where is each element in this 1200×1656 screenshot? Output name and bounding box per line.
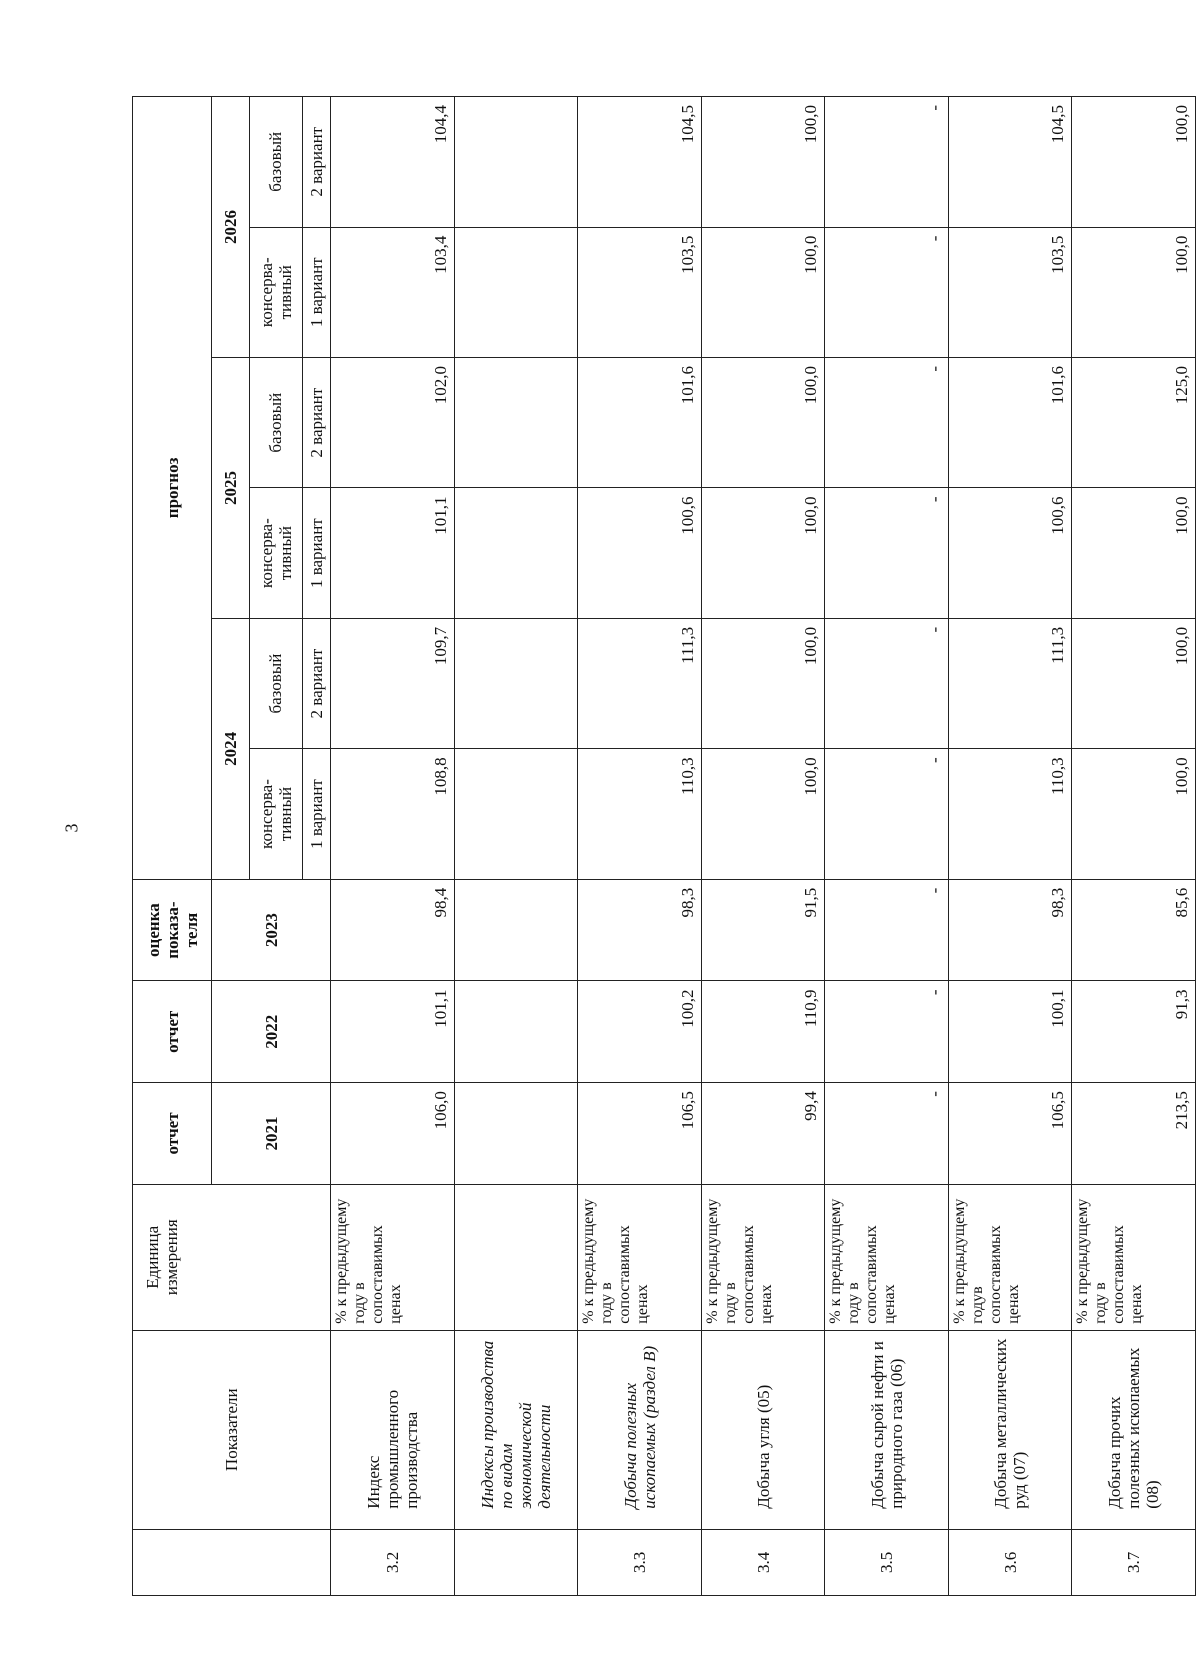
row-indicator-name: Индекс промышленного производства: [331, 1330, 455, 1529]
header-year-2026: 2026: [212, 97, 249, 358]
value-cell-v2023: 85,6: [1072, 879, 1196, 981]
row-indicator-name: Добыча угля (05): [701, 1330, 825, 1529]
value-cell-v2025c: -: [825, 488, 949, 618]
value-cell-v2022: 91,3: [1072, 981, 1196, 1083]
value-cell-v2021: 99,4: [701, 1083, 825, 1185]
value-cell-v2026b: 100,0: [701, 97, 825, 228]
row-indicator-name: Добыча металлических руд (07): [948, 1330, 1072, 1529]
value-cell-v2026b: 104,5: [948, 97, 1072, 228]
value-cell-v2023: 98,3: [948, 879, 1072, 981]
page-number: 3: [61, 823, 82, 833]
value-cell-v2024c: 100,0: [1072, 749, 1196, 879]
row-number: 3.5: [825, 1529, 949, 1595]
value-cell-v2021: 106,5: [578, 1083, 702, 1185]
value-cell-v2023: -: [825, 879, 949, 981]
value-cell-v2024c: 108,8: [331, 749, 455, 879]
header-2025-variant1: 1 вариант: [302, 488, 331, 618]
value-cell-v2025c: 100,6: [578, 488, 702, 618]
value-cell-v2024c: [454, 749, 578, 879]
header-unit: Единица измерения: [133, 1184, 331, 1330]
value-cell-v2026b: 100,0: [1072, 97, 1196, 228]
value-cell-v2025c: 101,1: [331, 488, 455, 618]
value-cell-v2023: 98,3: [578, 879, 702, 981]
row-unit: [454, 1184, 578, 1330]
row-indicator-name: Добыча сырой нефти и природного газа (06): [825, 1330, 949, 1529]
value-cell-v2026c: 100,0: [701, 227, 825, 357]
table-row: [331, 97, 455, 1596]
value-cell-v2023: 98,4: [331, 879, 455, 981]
header-row-1: [133, 97, 212, 1596]
value-cell-v2025c: 100,0: [701, 488, 825, 618]
table-row: [578, 97, 702, 1596]
header-2026-variant1: 1 вариант: [302, 227, 331, 357]
header-year-2024: 2024: [212, 618, 249, 879]
row-unit: % к предыдущему году в сопоставимых ценах: [825, 1184, 949, 1330]
value-cell-v2024b: 100,0: [701, 618, 825, 748]
value-cell-v2025b: 101,6: [948, 358, 1072, 488]
row-number: 3.6: [948, 1529, 1072, 1595]
header-2025-variant2: 2 вариант: [302, 358, 331, 488]
row-indicator-name: Добыча полезных ископаемых (раздел B): [578, 1330, 702, 1529]
header-2026-base: базовый: [249, 97, 302, 228]
header-year-2023: 2023: [212, 879, 331, 981]
value-cell-v2024c: 110,3: [948, 749, 1072, 879]
value-cell-v2025c: 100,0: [1072, 488, 1196, 618]
value-cell-v2024c: 100,0: [701, 749, 825, 879]
value-cell-v2023: 91,5: [701, 879, 825, 981]
value-cell-v2024b: 100,0: [1072, 618, 1196, 748]
forecast-table: [132, 96, 1196, 1596]
value-cell-v2026c: 100,0: [1072, 227, 1196, 357]
header-indicators: Показатели: [133, 1330, 331, 1529]
value-cell-v2026c: [454, 227, 578, 357]
row-number: 3.7: [1072, 1529, 1196, 1595]
value-cell-v2026b: 104,4: [331, 97, 455, 228]
value-cell-v2024b: 109,7: [331, 618, 455, 748]
header-report-2022: отчет: [133, 981, 212, 1083]
value-cell-v2025b: 125,0: [1072, 358, 1196, 488]
header-2024-variant1: 1 вариант: [302, 749, 331, 879]
value-cell-v2022: 101,1: [331, 981, 455, 1083]
row-number: 3.2: [331, 1529, 455, 1595]
row-indicator-name: Добыча прочих полезных ископаемых (08): [1072, 1330, 1196, 1529]
row-unit: % к предыдущему году в сопоставимых ценах: [701, 1184, 825, 1330]
value-cell-v2024b: -: [825, 618, 949, 748]
header-2025-conservative: консерва-тивный: [249, 488, 302, 618]
header-2024-conservative: консерва-тивный: [249, 749, 302, 879]
table-row: [1072, 97, 1196, 1596]
table-row: [454, 97, 578, 1596]
value-cell-v2026b: 104,5: [578, 97, 702, 228]
value-cell-v2024b: [454, 618, 578, 748]
rotated-page-content: [132, 96, 1196, 1596]
value-cell-v2026b: -: [825, 97, 949, 228]
value-cell-v2026b: [454, 97, 578, 228]
row-unit: % к предыдущему году в сопоставимых ценах: [578, 1184, 702, 1330]
value-cell-v2024c: -: [825, 749, 949, 879]
header-2024-base: базовый: [249, 618, 302, 748]
value-cell-v2026c: 103,5: [948, 227, 1072, 357]
value-cell-v2025c: [454, 488, 578, 618]
value-cell-v2025b: [454, 358, 578, 488]
value-cell-v2022: -: [825, 981, 949, 1083]
value-cell-v2022: 110,9: [701, 981, 825, 1083]
header-2026-conservative: консерва-тивный: [249, 227, 302, 357]
value-cell-v2026c: 103,5: [578, 227, 702, 357]
value-cell-v2025b: 100,0: [701, 358, 825, 488]
table-row: [825, 97, 949, 1596]
header-year-2022: 2022: [212, 981, 331, 1083]
row-number: [454, 1529, 578, 1595]
value-cell-v2021: 213,5: [1072, 1083, 1196, 1185]
header-2026-variant2: 2 вариант: [302, 97, 331, 228]
value-cell-v2025c: 100,6: [948, 488, 1072, 618]
header-year-2021: 2021: [212, 1083, 331, 1185]
value-cell-v2026c: -: [825, 227, 949, 357]
table-row: [948, 97, 1072, 1596]
value-cell-v2025b: 101,6: [578, 358, 702, 488]
header-forecast: прогноз: [133, 97, 212, 880]
value-cell-v2026c: 103,4: [331, 227, 455, 357]
row-number: 3.4: [701, 1529, 825, 1595]
value-cell-v2025b: 102,0: [331, 358, 455, 488]
value-cell-v2021: 106,0: [331, 1083, 455, 1185]
value-cell-v2023: [454, 879, 578, 981]
row-unit: % к предыдущему году в сопоставимых ценах: [331, 1184, 455, 1330]
value-cell-v2025b: -: [825, 358, 949, 488]
value-cell-v2022: 100,1: [948, 981, 1072, 1083]
header-2025-base: базовый: [249, 358, 302, 488]
row-number: 3.3: [578, 1529, 702, 1595]
header-2024-variant2: 2 вариант: [302, 618, 331, 748]
row-indicator-name: Индексы производства по видам экономической деятельности: [454, 1330, 578, 1529]
row-unit: % к предыдущему году в сопоставимых ценах: [1072, 1184, 1196, 1330]
header-estimate-2023: оценка показа-теля: [133, 879, 212, 981]
header-year-2025: 2025: [212, 358, 249, 619]
row-unit: % к предыдущему годув сопоставимых ценах: [948, 1184, 1072, 1330]
table-row: [701, 97, 825, 1596]
value-cell-v2024c: 110,3: [578, 749, 702, 879]
value-cell-v2021: -: [825, 1083, 949, 1185]
value-cell-v2021: 106,5: [948, 1083, 1072, 1185]
value-cell-v2024b: 111,3: [948, 618, 1072, 748]
value-cell-v2022: [454, 981, 578, 1083]
value-cell-v2022: 100,2: [578, 981, 702, 1083]
value-cell-v2021: [454, 1083, 578, 1185]
header-report-2021: отчет: [133, 1083, 212, 1185]
header-num-cell: [133, 1529, 331, 1595]
value-cell-v2024b: 111,3: [578, 618, 702, 748]
